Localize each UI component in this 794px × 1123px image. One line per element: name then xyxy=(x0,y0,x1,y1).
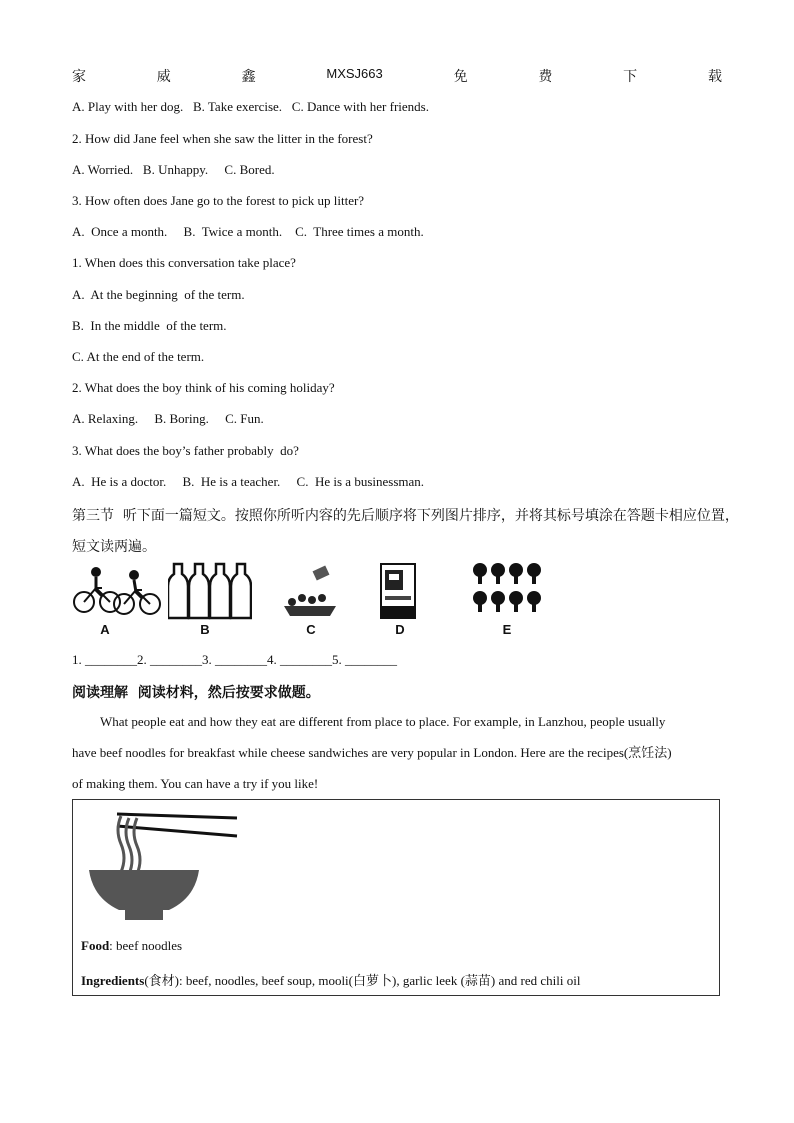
cyclists-icon xyxy=(72,562,162,618)
food-line xyxy=(81,938,182,954)
picture-label: D xyxy=(395,622,405,637)
question-line: A. Once a month. B. Twice a month. C. Three times a month. xyxy=(72,224,424,239)
question-line: A. Relaxing. B. Boring. C. Fun. xyxy=(72,411,264,426)
question-line: 3. What does the boy’s father probably do? xyxy=(72,443,299,458)
header-part: 鑫 xyxy=(241,70,256,85)
picture-label: E xyxy=(502,622,512,637)
question-line: B. In the middle of the term. xyxy=(72,318,227,333)
recipe-box xyxy=(72,799,720,996)
header-part: 家 xyxy=(72,70,86,85)
header-part: 免 xyxy=(453,70,468,85)
ingredients-label: Ingredients xyxy=(81,973,145,988)
header-part: 下 xyxy=(623,70,638,85)
section-instruction: 第三节 听下面一篇短文。按照你所听内容的先后顺序将下列图片排序，并将其标号填涂在答题卡相应位置， xyxy=(72,508,739,524)
picture-label: B xyxy=(200,622,210,637)
picture-row xyxy=(72,562,552,642)
trees-icon xyxy=(470,562,546,620)
header-part: 威 xyxy=(156,70,171,85)
reading-heading: 阅读理解 阅读材料，然后按要求做题。 xyxy=(72,685,320,701)
question-line: C. At the end of the term. xyxy=(72,349,205,364)
noodle-bowl-icon xyxy=(87,810,239,922)
food-value: : beef noodles xyxy=(109,938,183,953)
reading-paragraph xyxy=(72,706,722,799)
question-line: 2. How did Jane feel when she saw the litter in the forest? xyxy=(72,131,373,146)
picture-label: A xyxy=(100,622,110,637)
ingredients-line xyxy=(81,970,580,989)
header-part: 载 xyxy=(707,70,722,85)
header-part: MXSJ663 xyxy=(326,66,383,81)
picture-c xyxy=(278,562,344,637)
picture-b xyxy=(168,562,252,637)
header-part: 费 xyxy=(538,70,553,85)
answer-blanks[interactable]: 1. ________2. ________3. ________4. ________5. ________ xyxy=(72,652,397,667)
paragraph-line: of making them. You can have a try if you like! xyxy=(72,776,319,791)
section-instruction: 短文读两遍。 xyxy=(72,539,156,555)
page-header xyxy=(72,66,722,86)
picture-label: C xyxy=(306,622,316,637)
question-line: 3. How often does Jane go to the forest to pick up litter? xyxy=(72,193,365,208)
question-line: A. He is a doctor. B. He is a teacher. C. He is a businessman. xyxy=(72,474,425,489)
paragraph-line: have beef noodles for breakfast while cheese sandwiches are very popular in London. Here are the recipes(烹饪法) xyxy=(72,745,672,760)
picture-d xyxy=(377,562,421,637)
question-line: A. At the beginning of the term. xyxy=(72,287,245,302)
recycle-bin-icon xyxy=(377,562,421,620)
question-line: A. Worried. B. Unhappy. C. Bored. xyxy=(72,162,275,177)
question-line: 2. What does the boy think of his coming holiday? xyxy=(72,380,335,395)
ingredients-value: (食材): beef, noodles, beef soup, mooli(白萝卜), garlic leek (蒜苗) and red chili oil xyxy=(144,973,581,988)
picture-e xyxy=(470,562,546,637)
question-line: 1. When does this conversation take place? xyxy=(72,255,296,270)
bottles-icon xyxy=(168,562,252,620)
picture-a xyxy=(72,562,162,637)
food-label: Food xyxy=(81,938,110,953)
paragraph-line: What people eat and how they eat are different from place to place. For example, in Lanzhou, people usually xyxy=(100,714,666,729)
question-line: A. Play with her dog. B. Take exercise. C. Dance with her friends. xyxy=(72,99,429,114)
vegetable-basket-icon xyxy=(278,562,344,620)
